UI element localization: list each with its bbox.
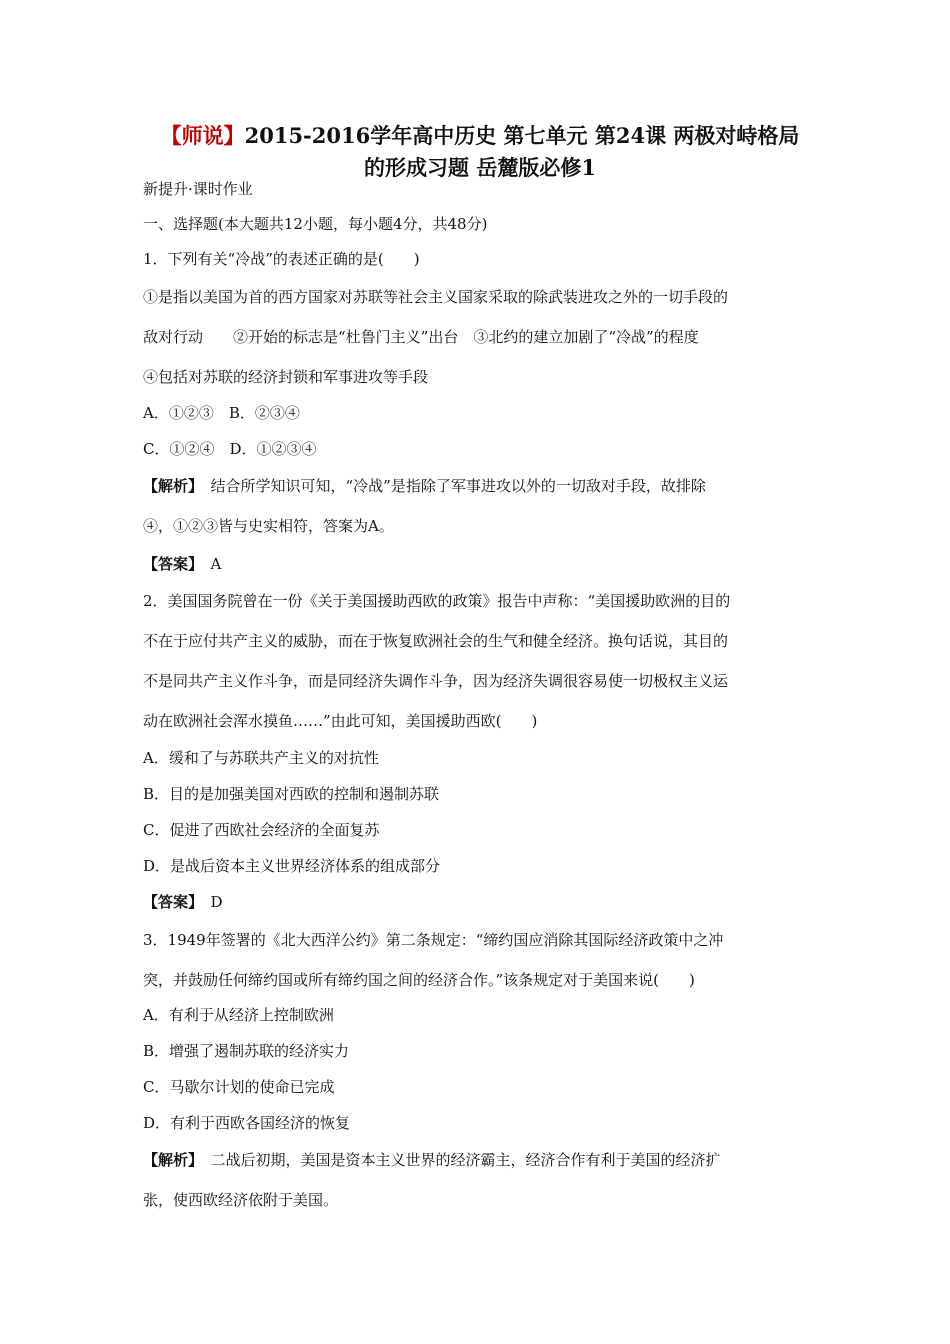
- analysis-label: 【解析】: [143, 1151, 196, 1169]
- q1-body-line: ④包括对苏联的经济封锁和军事进攻等手段: [143, 368, 429, 386]
- q1-analysis-cont: ④，①②③皆与史实相符，答案为A。: [143, 517, 394, 535]
- document-title: [140, 120, 820, 184]
- q3-stem: 3．1949年签署的《北大西洋公约》第二条规定：“缔约国应消除其国际经济政策中之冲: [143, 931, 724, 949]
- q1-answer: 【答案】 A: [143, 555, 222, 573]
- q1-options-row: C．①②④ D．①②③④: [143, 440, 317, 458]
- q3-analysis: 【解析】 二战后初期，美国是资本主义世界的经济霸主，经济合作有利于美国的经济扩: [143, 1151, 721, 1169]
- q1-body-line: 敌对行动 ②开始的标志是“杜鲁门主义”出台 ③北约的建立加剧了“冷战”的程度: [143, 328, 699, 346]
- q2-stem: 动在欧洲社会浑水摸鱼……”由此可知，美国援助西欧( ): [143, 712, 538, 730]
- q3-option-c: C．马歇尔计划的使命已完成: [143, 1078, 335, 1096]
- title-line-2: 的形成习题 岳麓版必修1: [364, 155, 596, 180]
- q3-analysis-cont: 张，使西欧经济依附于美国。: [143, 1191, 339, 1209]
- title-line-1: 【师说】2015-2016学年高中历史 第七单元 第24课 两极对峙格局: [160, 123, 800, 148]
- q3-stem: 突，并鼓励任何缔约国或所有缔约国之间的经济合作。”该条规定对于美国来说( ): [143, 971, 695, 989]
- q1-stem: 1．下列有关“冷战”的表述正确的是( ): [143, 250, 420, 268]
- q2-option-b: B．目的是加强美国对西欧的控制和遏制苏联: [143, 785, 440, 803]
- answer-label: 【答案】: [143, 555, 196, 573]
- q2-stem: 不在于应付共产主义的威胁，而在于恢复欧洲社会的生气和健全经济。换句话说，其目的: [143, 632, 729, 650]
- q2-stem: 2．美国国务院曾在一份《关于美国援助西欧的政策》报告中声称：“美国援助欧洲的目的: [143, 592, 731, 610]
- section-heading: 一、选择题(本大题共12小题，每小题4分，共48分): [143, 215, 488, 233]
- q2-option-c: C．促进了西欧社会经济的全面复苏: [143, 821, 380, 839]
- answer-label: 【答案】: [143, 893, 196, 911]
- q3-option-b: B．增强了遏制苏联的经济实力: [143, 1042, 350, 1060]
- analysis-label: 【解析】: [143, 477, 196, 495]
- q3-option-d: D．有利于西欧各国经济的恢复: [143, 1114, 351, 1132]
- q1-analysis: 【解析】 结合所学知识可知，“冷战”是指除了军事进攻以外的一切敌对手段，故排除: [143, 477, 706, 495]
- q2-stem: 不是同共产主义作斗争，而是同经济失调作斗争，因为经济失调很容易使一切极权主义运: [143, 672, 729, 690]
- title-brand: 【师说】: [160, 123, 245, 148]
- q2-answer: 【答案】 D: [143, 893, 223, 911]
- subtitle: 新提升·课时作业: [143, 180, 253, 198]
- q1-body-line: ①是指以美国为首的西方国家对苏联等社会主义国家采取的除武装进攻之外的一切手段的: [143, 288, 729, 306]
- q2-option-d: D．是战后资本主义世界经济体系的组成部分: [143, 857, 441, 875]
- q1-options-row: A．①②③ B．②③④: [143, 404, 300, 422]
- q3-option-a: A．有利于从经济上控制欧洲: [143, 1006, 334, 1024]
- q2-option-a: A．缓和了与苏联共产主义的对抗性: [143, 749, 379, 767]
